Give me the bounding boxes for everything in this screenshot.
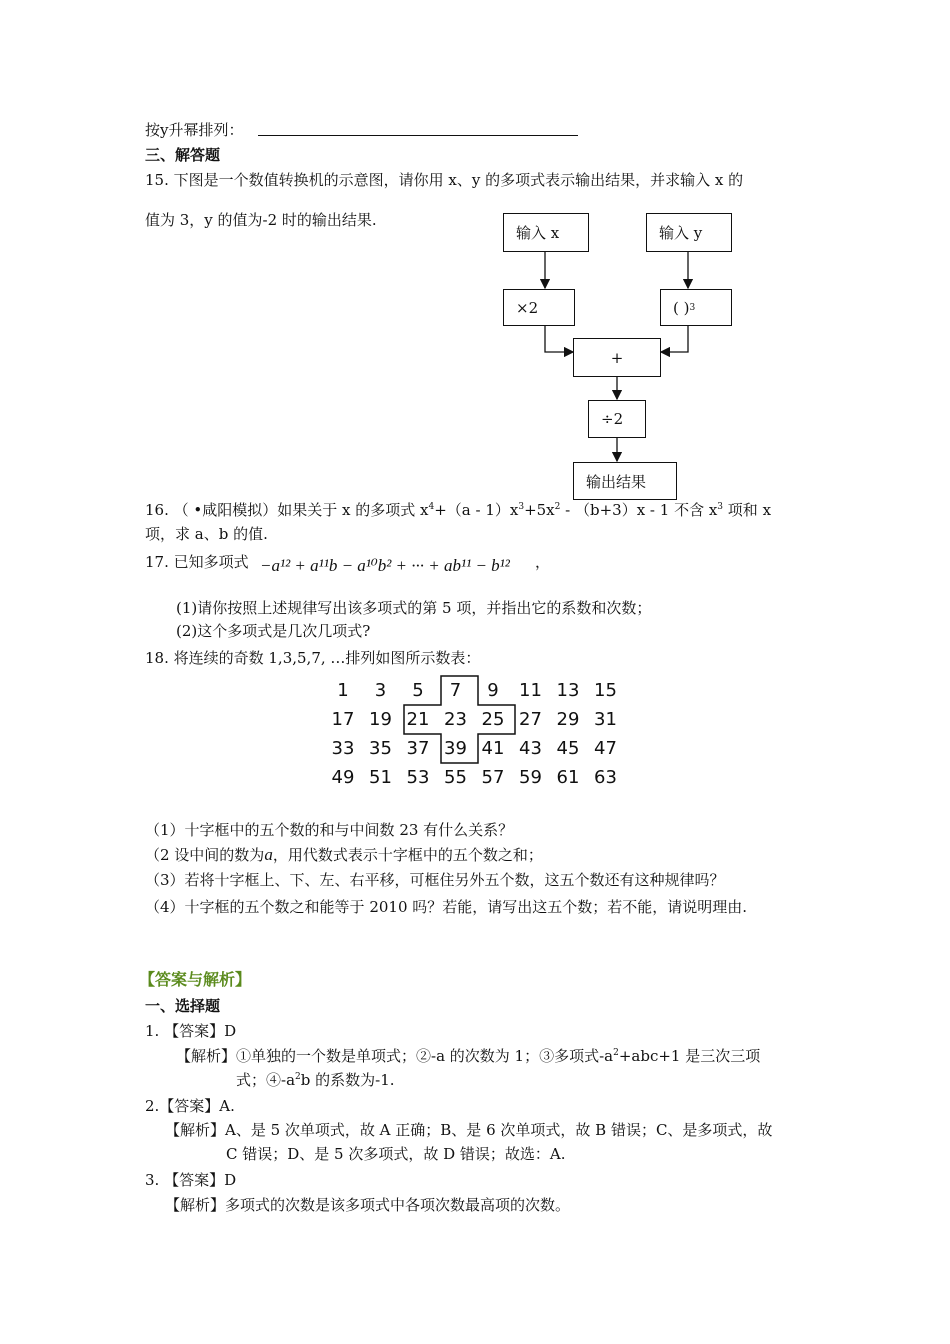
table-cell: 13 xyxy=(556,680,580,701)
q15-text-line1: 15. 下图是一个数值转换机的示意图，请你用 x、y 的多项式表示输出结果，并求输入 x 的 xyxy=(145,171,744,189)
section-title-solve: 三、解答题 xyxy=(145,146,221,164)
answer-3: 3. 【答案】D xyxy=(145,1171,237,1189)
table-cell: 31 xyxy=(594,709,617,730)
table-cell: 29 xyxy=(556,709,580,730)
q17-polynomial: −a¹² + a¹¹b − a¹⁰b² + ··· + ab¹¹ − b¹² xyxy=(260,556,510,575)
answer-2: 2.【答案】A. xyxy=(145,1097,235,1115)
explanation-2-line1: 【解析】A、是 5 次单项式，故 A 正确；B、是 6 次单项式，故 B 错误；C、是多项式，故 xyxy=(165,1121,773,1139)
flow-input-y: 输入 y xyxy=(646,213,732,252)
table-cell: 39 xyxy=(444,738,467,759)
table-cell: 43 xyxy=(519,738,542,759)
table-cell: 25 xyxy=(481,709,505,730)
table-cell: 51 xyxy=(369,767,392,788)
q18-sub1: （1）十字框中的五个数的和与中间数 23 有什么关系？ xyxy=(145,821,514,839)
table-cell: 35 xyxy=(369,738,392,759)
table-cell: 3 xyxy=(374,680,387,701)
q18-intro: 18. 将连续的奇数 1,3,5,7, …排列如图所示数表： xyxy=(145,649,481,667)
q17-prefix: 17. 已知多项式 xyxy=(145,553,249,571)
answers-header: 【答案与解析】 xyxy=(139,970,252,989)
table-cell: 57 xyxy=(481,767,505,788)
table-cell: 63 xyxy=(594,767,617,788)
explanation-2-line2: C 错误；D、是 5 次多项式，故 D 错误；故选：A. xyxy=(226,1145,566,1163)
answer-blank-line xyxy=(258,135,578,136)
table-cell: 11 xyxy=(519,680,542,701)
q15-text-line2: 值为 3，y 的值为-2 时的输出结果. xyxy=(145,211,377,229)
table-cell: 19 xyxy=(369,709,392,730)
table-cell: 49 xyxy=(331,767,355,788)
table-cell: 41 xyxy=(481,738,505,759)
answers-section1: 一、选择题 xyxy=(145,997,221,1015)
flow-plus: + xyxy=(573,338,661,377)
table-cell: 21 xyxy=(406,709,430,730)
table-cell: 9 xyxy=(487,680,499,701)
q17-sub1: (1)请你按照上述规律写出该多项式的第 5 项，并指出它的系数和次数； xyxy=(176,599,652,617)
answer-1: 1. 【答案】D xyxy=(145,1022,237,1040)
cross-frame xyxy=(390,670,530,800)
explanation-1-line1: 【解析】①单独的一个数是单项式；②-a 的次数为 1；③多项式$-a^2+abc+1$ 是三次三项 xyxy=(176,1047,761,1065)
table-cell: 1 xyxy=(337,680,349,701)
q17-suffix: ， xyxy=(535,553,551,571)
q18-sub4: （4）十字框的五个数之和能等于 2010 吗？若能，请写出这五个数；若不能，请说明理由. xyxy=(145,898,748,916)
table-cell: 45 xyxy=(556,738,580,759)
table-cell: 33 xyxy=(331,738,355,759)
table-cell: 59 xyxy=(519,767,542,788)
q16-text-line1: 16. （ •咸阳模拟）如果关于 x 的多项式 $x^4+(a - 1)x^3+5x^2 - (b+3)x - 1$ 不含 $x^3$ 项和 x xyxy=(145,501,772,519)
q17-sub2: (2)这个多项式是几次几项式? xyxy=(176,622,371,640)
explanation-1-line2: 式；$④-a^2b$ 的系数为-1. xyxy=(236,1071,395,1089)
table-cell: 27 xyxy=(519,709,542,730)
q16-text-line2: 项，求 a、b 的值. xyxy=(145,525,268,543)
flow-output: 输出结果 xyxy=(573,462,677,500)
table-cell: 7 xyxy=(449,680,462,701)
table-cell: 15 xyxy=(594,680,617,701)
flow-cube: ( ) 3 xyxy=(660,289,732,326)
q18-sub3: （3）若将十字框上、下、左、右平移，可框住另外五个数，这五个数还有这种规律吗？ xyxy=(145,871,725,889)
table-cell: 23 xyxy=(444,709,467,730)
flow-divide-two: ÷2 xyxy=(588,400,646,438)
explanation-3: 【解析】多项式的次数是该多项式中各项次数最高项的次数。 xyxy=(165,1196,571,1214)
table-cell: 53 xyxy=(406,767,430,788)
table-cell: 37 xyxy=(406,738,430,759)
flow-input-x: 输入 x xyxy=(503,213,589,252)
q14-ascending-label: 按y升幂排列： xyxy=(145,121,244,139)
flow-times-two: ×2 xyxy=(503,289,575,326)
q18-sub2: （2 设中间的数为a，用代数式表示十字框中的五个数之和； xyxy=(145,845,543,864)
table-cell: 55 xyxy=(444,767,467,788)
table-cell: 17 xyxy=(331,709,355,730)
table-cell: 47 xyxy=(594,738,617,759)
table-cell: 5 xyxy=(412,680,424,701)
table-cell: 61 xyxy=(556,767,580,788)
